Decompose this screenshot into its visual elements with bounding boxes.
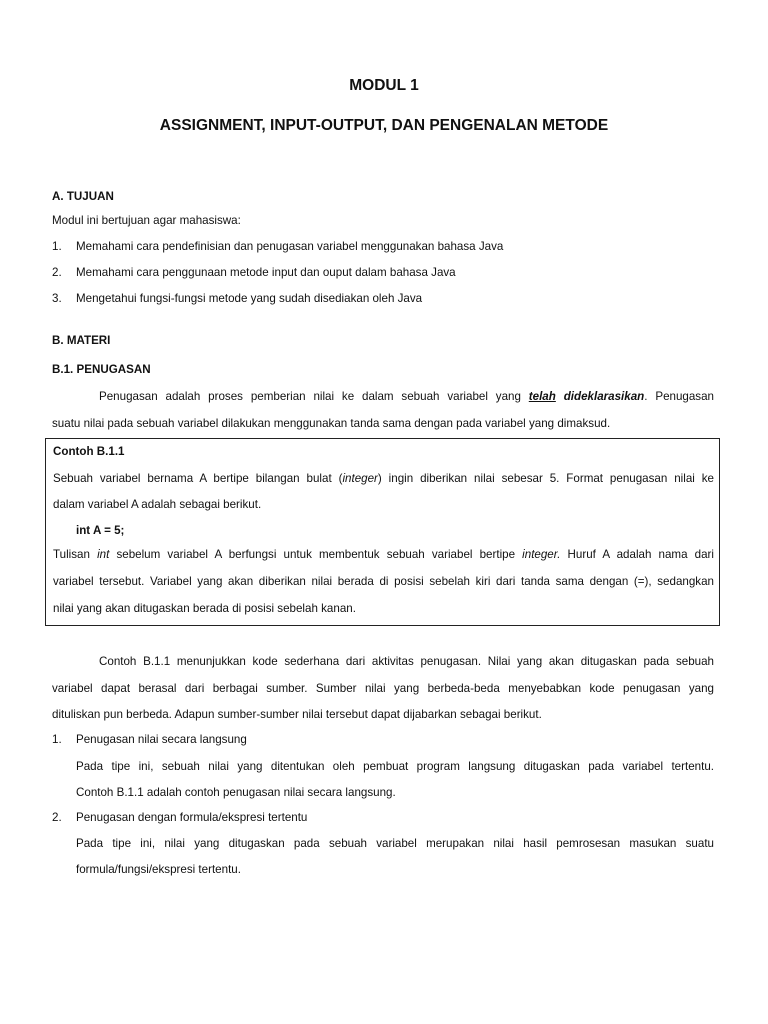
example-line: nilai yang akan ditugaskan berada di posisi sebelah kanan. — [53, 602, 356, 615]
example-title: Contoh B.1.1 — [53, 445, 125, 458]
source-description: Pada tipe ini, sebuah nilai yang ditentukan oleh pembuat program langsung ditugaskan pada variabel tertentu. — [76, 760, 714, 773]
emphasis-text: dideklarasikan — [563, 390, 645, 403]
source-description: Contoh B.1.1 adalah contoh penugasan nilai secara langsung. — [76, 786, 396, 799]
section-a-intro: Modul ini bertujuan agar mahasiswa: — [52, 214, 241, 227]
section-a-heading: A. TUJUAN — [52, 190, 114, 203]
example-line: Tulisan int sebelum variabel A berfungsi untuk membentuk sebuah variabel bertipe integer. Huruf A adalah nama dari — [53, 548, 714, 561]
goal-text: Memahami cara pendefinisian dan penugasan variabel menggunakan bahasa Java — [76, 240, 504, 253]
module-title: MODUL 1 — [349, 77, 419, 94]
paragraph-line: suatu nilai pada sebuah variabel dilakukan menggunakan tanda sama dengan pada variabel yang dimaksud. — [52, 417, 611, 430]
subsection-heading: B.1. PENUGASAN — [52, 363, 151, 376]
source-title: Penugasan dengan formula/ekspresi tertentu — [76, 811, 308, 824]
module-subtitle: ASSIGNMENT, INPUT-OUTPUT, DAN PENGENALAN METODE — [159, 117, 609, 134]
paragraph-line: dituliskan pun berbeda. Adapun sumber-sumber nilai tersebut dapat dijabarkan sebagai berikut. — [52, 708, 542, 721]
section-b-heading: B. MATERI — [52, 334, 111, 347]
source-description: formula/fungsi/ekspresi tertentu. — [76, 863, 241, 876]
goal-text: Memahami cara penggunaan metode input dan ouput dalam bahasa Java — [76, 266, 456, 279]
paragraph-line: Penugasan adalah proses pemberian nilai ke dalam sebuah variabel yang telah dideklarasikan. Penugasan — [99, 390, 714, 403]
example-line: dalam variabel A adalah sebagai berikut. — [53, 498, 262, 511]
code-snippet: int A = 5; — [76, 524, 125, 537]
example-box — [45, 438, 720, 626]
paragraph-line: Contoh B.1.1 menunjukkan kode sederhana dari aktivitas penugasan. Nilai yang akan ditugaskan pada sebuah — [99, 655, 714, 668]
goal-number: 2. — [52, 266, 62, 279]
source-description: Pada tipe ini, nilai yang ditugaskan pada sebuah variabel merupakan nilai hasil pemrosesan masukan suatu — [76, 837, 714, 850]
emphasis-text: telah — [528, 390, 556, 403]
example-line: variabel tersebut. Variabel yang akan diberikan nilai berada di posisi sebelah kiri dari tanda sama dengan (=), sedangkan — [53, 575, 714, 588]
goal-number: 1. — [52, 240, 62, 253]
source-title: Penugasan nilai secara langsung — [76, 733, 247, 746]
source-number: 2. — [52, 811, 62, 824]
source-number: 1. — [52, 733, 62, 746]
paragraph-line: variabel dapat berasal dari berbagai sumber. Sumber nilai yang berbeda-beda menyebabkan kode penugasan yang — [52, 682, 714, 695]
goal-text: Mengetahui fungsi-fungsi metode yang sudah disediakan oleh Java — [76, 292, 423, 305]
example-line: Sebuah variabel bernama A bertipe bilangan bulat (integer) ingin diberikan nilai sebesar 5. Format penugasan nilai ke — [53, 472, 715, 485]
goal-number: 3. — [52, 292, 62, 305]
